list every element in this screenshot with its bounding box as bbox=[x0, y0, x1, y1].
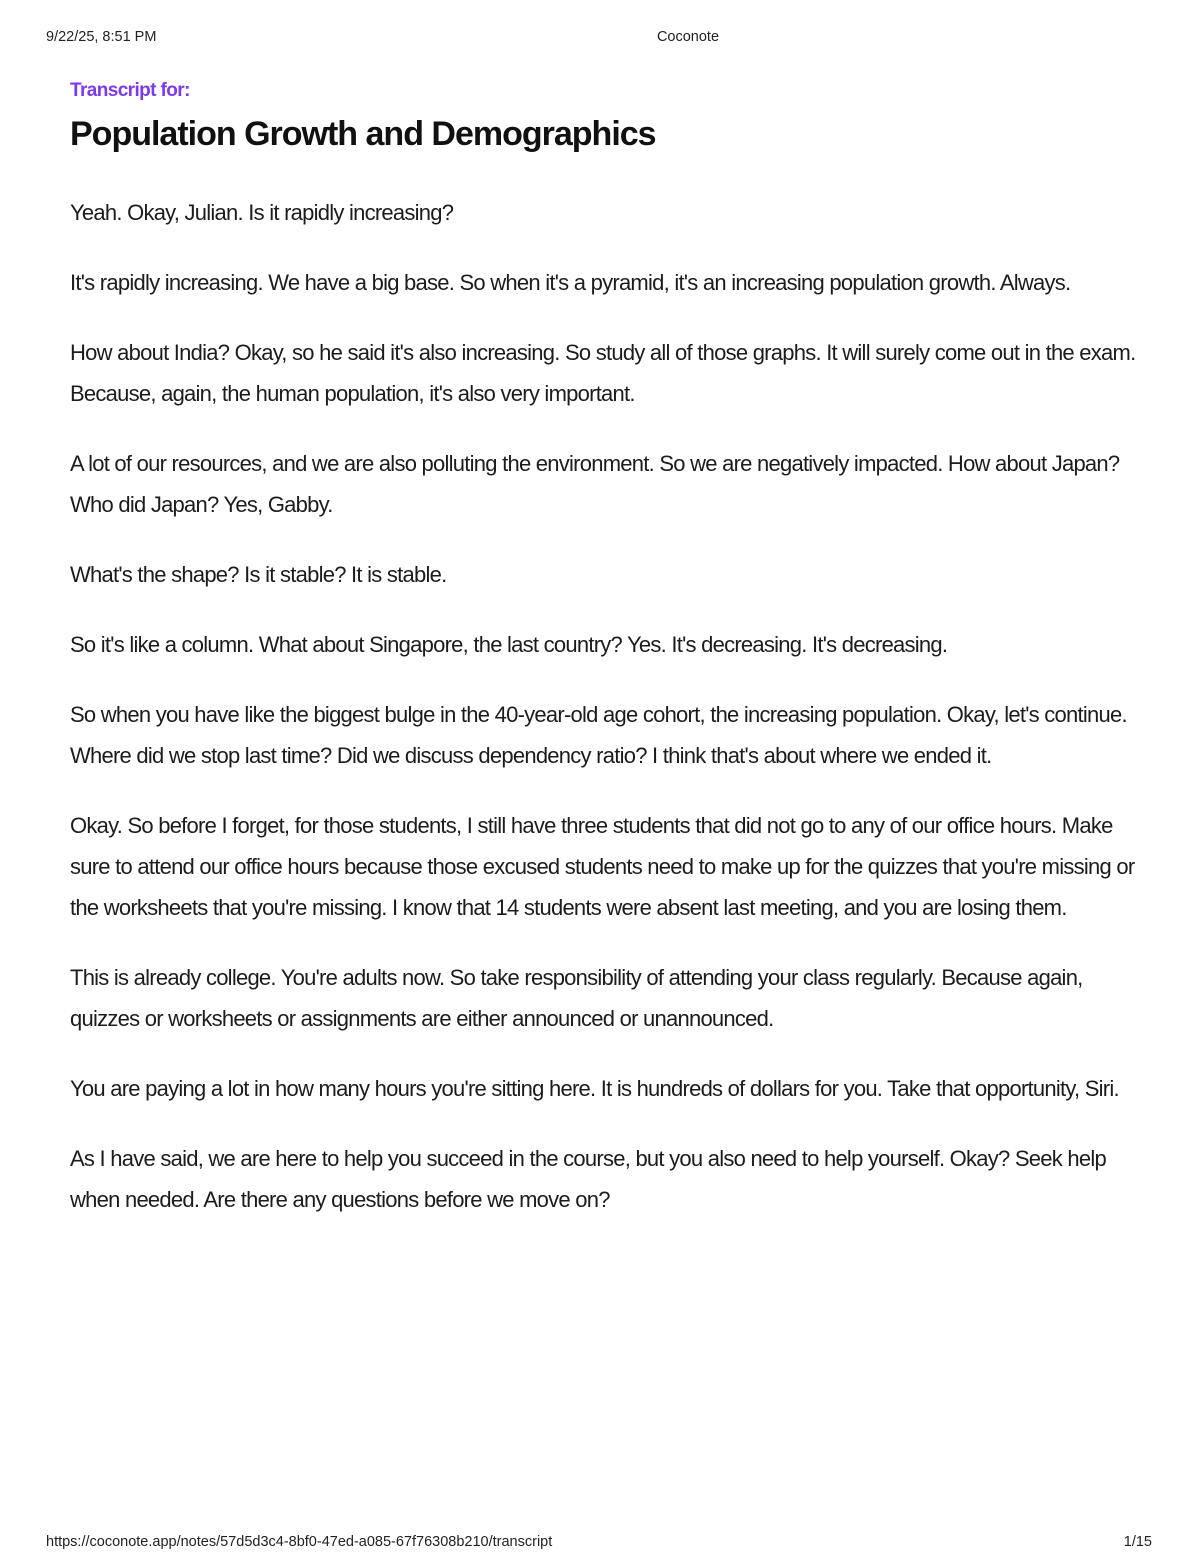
page-number: 1/15 bbox=[1123, 1534, 1152, 1550]
transcript-content bbox=[70, 78, 1140, 1249]
print-site-title: Coconote bbox=[656, 29, 720, 45]
transcript-paragraph: You are paying a lot in how many hours you're sitting here. It is hundreds of dollars for you. Take that opportunity, Siri. bbox=[70, 1076, 1119, 1101]
transcript-paragraph: Okay. So before I forget, for those students, I still have three students that did not go to any of our office hours. Make sure to attend our office hours because those excused students need to make up for the quizzes that you're missing or the worksheets that you're missing. I know that 14 students were absent last meeting, and you are losing them. bbox=[70, 813, 1135, 920]
page-title: Population Growth and Demographics bbox=[70, 115, 656, 153]
transcript-paragraph: So when you have like the biggest bulge in the 40-year-old age cohort, the increasing population. Okay, let's continue. Where did we stop last time? Did we discuss dependency ratio? I think that's about where we ended it. bbox=[70, 702, 1127, 768]
transcript-paragraph: What's the shape? Is it stable? It is stable. bbox=[70, 562, 447, 587]
transcript-paragraph: How about India? Okay, so he said it's also increasing. So study all of those graphs. It will surely come out in the exam. Because, again, the human population, it's also very important. bbox=[70, 340, 1136, 406]
transcript-paragraph: It's rapidly increasing. We have a big base. So when it's a pyramid, it's an increasing population growth. Always. bbox=[70, 270, 1071, 295]
transcript-paragraph: Yeah. Okay, Julian. Is it rapidly increasing? bbox=[70, 200, 454, 225]
transcript-label: Transcript for: bbox=[70, 80, 190, 101]
print-date: 9/22/25, 8:51 PM bbox=[46, 29, 157, 45]
transcript-paragraph: As I have said, we are here to help you succeed in the course, but you also need to help yourself. Okay? Seek help when needed. Are there any questions before we move on? bbox=[70, 1146, 1106, 1212]
transcript-paragraph: A lot of our resources, and we are also polluting the environment. So we are negatively impacted. How about Japan? Who did Japan? Yes, Gabby. bbox=[70, 451, 1120, 517]
print-url: https://coconote.app/notes/57d5d3c4-8bf0-47ed-a085-67f76308b210/transcript bbox=[46, 1534, 553, 1550]
print-header bbox=[0, 29, 1200, 49]
transcript-body bbox=[70, 192, 1140, 1220]
transcript-paragraph: This is already college. You're adults now. So take responsibility of attending your class regularly. Because again, quizzes or worksheets or assignments are either announced or unannounced. bbox=[70, 965, 1083, 1031]
print-footer bbox=[0, 1534, 1200, 1554]
transcript-paragraph: So it's like a column. What about Singapore, the last country? Yes. It's decreasing. It's decreasing. bbox=[70, 632, 948, 657]
